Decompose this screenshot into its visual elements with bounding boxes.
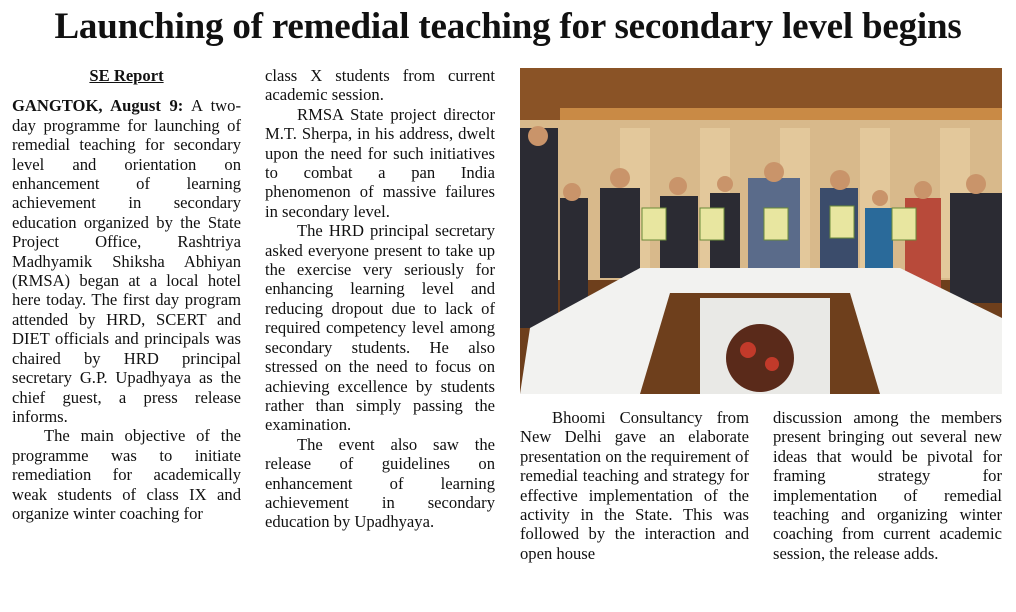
news-photo-icon xyxy=(520,68,1002,394)
lead-paragraph xyxy=(12,96,241,426)
paragraph: Bhoomi Consultancy from New Delhi gave an elaborate presentation on the requirement of remedial teaching and strategy for effective implementation of the activity in the State. This was followed by the interaction and open house xyxy=(520,408,749,563)
paragraph: RMSA State project director M.T. Sherpa, in his address, dwelt upon the need for such initiatives to combat a pan India phenomenon of massive failures in secondary level. xyxy=(265,104,495,221)
dateline: GANGTOK, August 9: xyxy=(12,96,184,116)
article-column-1 xyxy=(12,66,241,523)
paragraph: The HRD principal secretary asked everyone present to take up the exercise very seriously for enhancing learning level and reducing dropout due to lack of required competency level among secondary students. He also stressed on the need to focus on achieving excellence by students rather than simply passing the examination. xyxy=(265,221,495,435)
paragraph: discussion among the members present bringing out several new ideas that would be pivotal for framing strategy for implementation of remedial teaching and organizing winter coaching from current academic session, the release adds. xyxy=(773,408,1002,563)
paragraph: class X students from current academic session. xyxy=(265,66,495,105)
headline: Launching of remedial teaching for secondary level begins xyxy=(54,6,962,47)
paragraph: The event also saw the release of guidelines on enhancement of learning achievement in secondary education by Upadhyaya. xyxy=(265,434,495,532)
paragraph: The main objective of the programme was to initiate remediation for academically weak students of class IX and organize winter coaching for xyxy=(12,426,241,523)
lead-text: A two-day programme for launching of remedial teaching for secondary level and orientation on enhancement of learning achievement in secondary education organized by the State Project Office, Rashtriya Madhyamik Shiksha Abhiyan (RMSA) began at a local hotel here today. The first day program attended by HRD, SCERT and DIET officials and principals was chaired by HRD principal secretary G.P. Upadhyaya as the chief guest, a press release informs. xyxy=(12,96,241,426)
article-column-2 xyxy=(265,66,495,532)
article-column-4 xyxy=(773,408,1002,563)
article-column-3 xyxy=(520,408,749,563)
byline: SE Report xyxy=(89,66,164,85)
news-photo xyxy=(520,68,1002,394)
